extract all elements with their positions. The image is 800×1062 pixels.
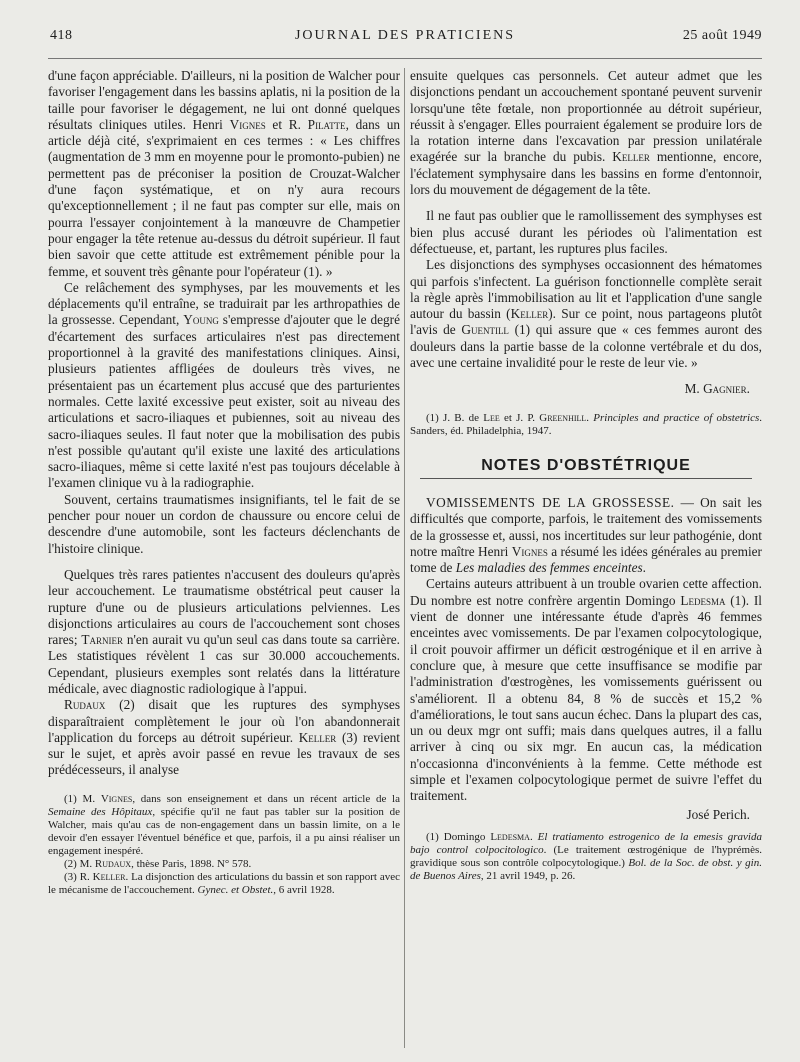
paragraph: Rudaux (2) disait que les ruptures des symphyses disparaîtraient complètement le jour où l'on abandonnerait l'application du forceps au détroit supérieur. Keller (3) revient sur le sujet, et après avoir passé en revue les travaux de ses prédécesseurs, il analyse	[48, 697, 400, 778]
page-header	[48, 28, 762, 52]
paragraph: Souvent, certains traumatismes insignifiants, tel le fait de se pencher pour nouer un cordon de chaussure ou encore celui de descendre d'une automobile, sont les facteurs déclenchants de l'histoire clinique.	[48, 491, 400, 556]
paragraph: Quelques très rares patientes n'accusent des douleurs qu'après leur accouchement. Le traumatisme obstétrical peut causer la rupture d'une ou de plusieurs articulations pelviennes. Les disjonctions articulaires au cours de l'accouchement sont choses rares; Tarnier n'en aurait vu qu'un seul cas dans toute sa carrière. Les statistiques révèlent 1 cas sur 30.000 accouchements. Cependant, plusieurs exemples sont relatés dans la littérature médicale, avec diagnostic radiologique à l'appui.	[48, 566, 400, 696]
paragraph: Les disjonctions des symphyses occasionnent des hématomes qui parfois s'infectent. La guérison fonctionnelle complète serait la règle après l'immobilisation au lit et l'application d'une sangle autour du bassin (Keller). Sur ce point, nous partageons plutôt l'avis de Guentill (1) qui assure que « ces femmes auront des douleurs dans la partie basse de la colonne vertébrale et du dos, avec une certaine invalidité pour le reste de leur vie. »	[410, 257, 762, 371]
paragraph: Ce relâchement des symphyses, par les mouvements et les déplacements qu'il entraîne, se traduirait par les arthropathies de la grossesse. Cependant, Young s'empresse d'ajouter que le degré d'écartement des surfaces articulaires n'est pas directement proportionnel à la gravité des manifestations cliniques. Ainsi, plusieurs patientes affligées de douleurs très vives, ne présentaient pas un écartement plus accusé que des parturientes normales. Cette laxité excessive peut exister, soit au niveau des articulations et sacro-iliaques et pubiennes, soit au niveau des sacro-iliaques seules. Il faut noter que la mobilisation des pubis n'est possible qu'autant qu'il existe une laxité des articulations sacro-iliaques, même si cette laxité n'est pas toujours décelable à l'examen clinique vu à la radiographie.	[48, 279, 400, 491]
right-column	[410, 68, 762, 897]
footnote: (3) R. Keller. La disjonction des articulations du bassin et son rapport avec le mécanisme de l'accouchement. Gynec. et Obstet., 6 avril 1928.	[48, 870, 400, 896]
footnote: (2) M. Rudaux, thèse Paris, 1898. N° 578.	[64, 857, 252, 870]
journal-title: JOURNAL DES PRATICIENS	[294, 28, 516, 43]
footnotes	[410, 831, 762, 883]
author-signature: M. Gagnier.	[684, 381, 750, 397]
footnote: (1) M. Vignes, dans son enseignement et dans un récent article de la Semaine des Hôpitaux, spécifie qu'il ne faut pas tabler sur la position de Walcher, mais qu'au cas de non-engagement dans un bassin limite, on a le devoir d'en essayer l'éventuel bénéfice et que, parfois, il a pu ainsi réaliser un engagement inespéré.	[48, 792, 400, 857]
header-rule	[48, 58, 762, 59]
article-columns	[48, 68, 764, 897]
footnotes	[48, 793, 400, 897]
paragraph: ensuite quelques cas personnels. Cet auteur admet que les disjonctions pendant un accouchement spontané peuvent survenir lorsqu'une tête fœtale, non proportionnée au détroit supérieur, réussit à s'engager. Elles pourraient également se produire lors de la rotation interne dans l'excavation par pression unilatérale exagérée sur la branche du pubis. Keller mentionne, encore, l'éclatement symphysaire dans les bassins en forme d'entonnoir, lors du mouvement de dégagement de la tête.	[410, 68, 762, 198]
paragraph: d'une façon appréciable. D'ailleurs, ni la position de Walcher pour favoriser l'engagement dans les bassins aplatis, ni la position de la taille pour favoriser le dégagement, ne lui ont donné quelques résultats cliniques utiles. Henri Vignes et R. Pilatte, dans un article déjà cité, s'exprimaient en ces termes : « Les chiffres (augmentation de 3 mm en moyenne pour le promonto-pubien) ne permettent pas de préconiser la position de Crouzat-Walcher d'une façon systématique, et on n'y aura recours qu'exceptionnellement ; il ne faut pas compter sur elle, mais on pourra l'essayer conjointement à la manœuvre de Champetier pour engager la tête retenue au-dessus du détroit supérieur. Il faut bien savoir que cette attitude est extrêmement pénible pour la femme, et souvent très gênante pour l'opérateur (1). »	[48, 68, 400, 279]
section-title: NOTES D'OBSTÉTRIQUE	[481, 456, 691, 474]
footnote: (1) J. B. de Lee et J. P. Greenhill. Principles and practice of obstetrics. Sanders, éd. Philadelphia, 1947.	[410, 411, 763, 437]
article-title: VOMISSEMENTS DE LA GROSSESSE.	[426, 494, 675, 510]
section-rule	[420, 478, 752, 479]
paragraph: Certains auteurs attribuent à un trouble ovarien cette affection. Du nombre est notre confrère argentin Domingo Ledesma (1). Il vient de donner une intéressante étude d'après 46 femmes enceintes avec vomissements. De par l'examen colpocytologique, il croit pouvoir affirmer un déficit œstrogénique et il en arrive à conclure que, à mesure que cette insuffisance se modifie par l'administration d'œstrogènes, les vomissements guérissent ou s'améliorent. Il a obtenu 84, 8 % de succès et 15,2 % d'améliorations, le tout sans aucun échec. Dans la plupart des cas, un ou deux mgr ont suffi; mais dans quelques autres, il a fallu arriver à cinq ou six mgr. En aucun cas, la médication n'occasionna d'inconvénients à la femme. Cette méthode est simple et l'examen colpocytologique permet de suivre l'effet du traitement.	[410, 576, 762, 804]
left-column	[48, 68, 400, 897]
issue-date: 25 août 1949	[682, 28, 762, 43]
paragraph: Il ne faut pas oublier que le ramollissement des symphyses est bien plus accusé durant les périodes où l'alimentation est défectueuse, et, partant, les ruptures plus faciles.	[410, 208, 762, 256]
page-number: 418	[50, 28, 73, 43]
footnotes	[410, 412, 762, 438]
author-signature: José Perich.	[686, 806, 750, 822]
paragraph: VOMISSEMENTS DE LA GROSSESSE. — On sait les difficultés que comporte, parfois, le traitement des vomissements de la grossesse et, aussi, nos incertitudes sur leur pathogénie, dont notre maître Henri Vignes a résumé les idées générales au premier tome de Les maladies des femmes enceintes.	[410, 494, 762, 576]
footnote: (1) Domingo Ledesma. El tratiamento estrogenico de la emesis gravida bajo control colpocitologico. (Le traitement œstrogénique de l'hyprémès. gravidique sous son contrôle colpocytologique.) Bol. de la Soc. de obst. y gin. de Buenos Aires, 21 avril 1949, p. 26.	[410, 830, 762, 882]
